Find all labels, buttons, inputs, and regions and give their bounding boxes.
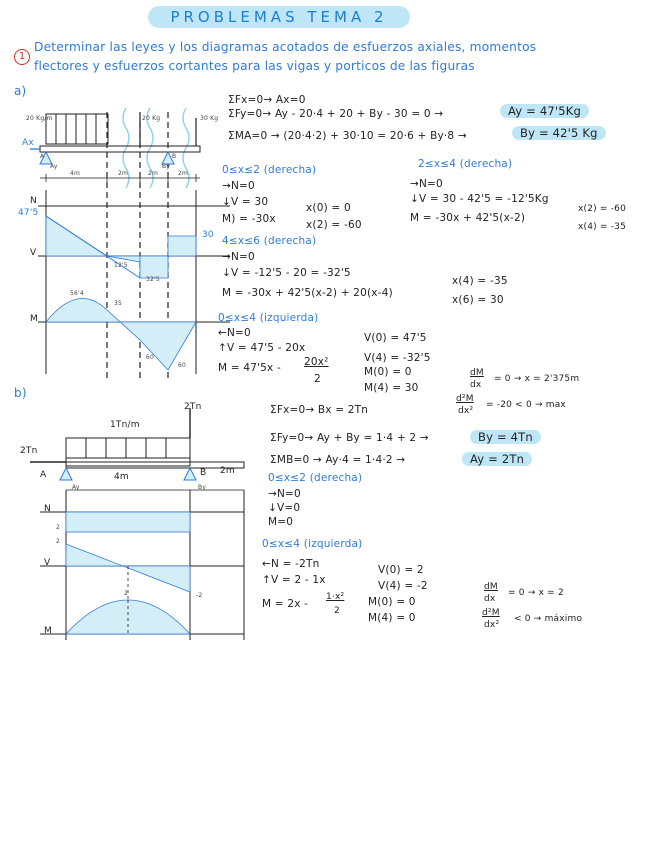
b-sec2-title: 0≤x≤4 (izquierda) <box>262 538 363 550</box>
b-sec2-m0: M(0) = 0 <box>368 596 416 608</box>
b-deriv1-den: dx <box>484 594 496 604</box>
a-deriv1-den: dx <box>470 380 482 390</box>
a-sec2-m2: x(2) = -60 <box>578 204 627 214</box>
b-n-axis: N <box>44 504 51 514</box>
b-span2: 2m <box>220 466 235 476</box>
ax-label: Ax <box>22 138 34 148</box>
b-sec1-m: M=0 <box>268 516 294 528</box>
part-a-label: a) <box>14 84 27 98</box>
problem-number: 1 <box>18 51 26 62</box>
b-m-value: 2 <box>124 590 129 597</box>
span4-label: 2m <box>178 170 189 177</box>
b-sec2-m4: M(4) = 0 <box>368 612 416 624</box>
b-sec1-title: 0≤x≤2 (derecha) <box>268 472 363 484</box>
statement-line-2: flectores y esfuerzos cortantes para las vigas y porticos de las figuras <box>34 59 475 73</box>
b-deriv1-num: dM <box>484 582 498 592</box>
b-sec2-m-den: 2 <box>334 606 340 616</box>
m-value-60: 60 <box>146 354 155 361</box>
b-deriv1-rest: = 0 → x = 2 <box>508 588 564 598</box>
b-n-value: 2 <box>56 524 61 531</box>
b-load-dist: 1Tn/m <box>110 420 140 430</box>
b-sec2-v0: V(0) = 2 <box>378 564 424 576</box>
a-sec1-v: ↓V = 30 <box>222 196 269 208</box>
ay-label: Ay <box>50 163 58 170</box>
b-by-label: By <box>198 484 207 491</box>
b-deriv2-den: dx² <box>484 620 500 630</box>
a-label: A <box>40 153 45 160</box>
a-sec4-v: ↑V = 47'5 - 20x <box>218 342 306 354</box>
b-sec2-v: ↑V = 2 - 1x <box>262 574 326 586</box>
b-load-left: 2Tn <box>20 446 38 456</box>
a-sec2-v: ↓V = 30 - 42'5 = -12'5Kg <box>410 193 549 205</box>
a-sec1-m: M) = -30x <box>222 213 276 225</box>
m-value-neg60: 60 <box>178 362 187 369</box>
a-sec4-v0: V(0) = 47'5 <box>364 332 427 344</box>
b-label: B <box>172 153 177 160</box>
a-sec2-title: 2≤x≤4 (derecha) <box>418 158 513 170</box>
a-deriv2-rest: = -20 < 0 → max <box>486 400 566 410</box>
span3-label: 2m <box>148 170 159 177</box>
a-deriv1-num: dM <box>470 368 484 378</box>
a-deriv1-rest: = 0 → x = 2'375m <box>494 374 580 384</box>
b-eq1: ΣFx=0→ Bx = 2Tn <box>270 404 369 416</box>
a-eq3: ΣMA=0 → (20·4·2) + 30·10 = 20·6 + By·8 → <box>228 130 467 142</box>
span1-label: 4m <box>70 170 81 177</box>
part-b-label: b) <box>14 386 27 400</box>
a-sec2-m: M = -30x + 42'5(x-2) <box>410 212 526 224</box>
b-sec2-v4: V(4) = -2 <box>378 580 428 592</box>
a-eq2: ΣFy=0→ Ay - 20·4 + 20 + By - 30 = 0 → <box>228 108 444 120</box>
b-b-label: B <box>200 468 207 478</box>
a-sec2-n: →N=0 <box>410 178 443 190</box>
b-eq2: ΣFy=0→ Ay + By = 1·4 + 2 → <box>270 432 429 444</box>
a-sec3-m: M = -30x + 42'5(x-2) + 20(x-4) <box>222 287 393 299</box>
b-deriv2-num: d²M <box>482 608 500 618</box>
a-sec1-n: →N=0 <box>222 180 255 192</box>
page-title: PROBLEMAS TEMA 2 <box>170 8 388 26</box>
b-load-point: 2Tn <box>184 402 202 412</box>
a-sec4-m-num: 20x² <box>304 356 329 368</box>
a-sec2-m4: x(4) = -35 <box>578 222 627 232</box>
load2-label: 20 Kg <box>142 115 161 122</box>
b-v-axis: V <box>44 558 51 568</box>
m-axis-label-a: M <box>30 314 38 324</box>
a-sec3-m6: x(6) = 30 <box>452 294 504 306</box>
statement-line-1: Determinar las leyes y los diagramas acotados de esfuerzos axiales, momentos <box>34 40 537 54</box>
a-deriv2-den: dx² <box>458 406 474 416</box>
a-sec4-m-left: M = 47'5x - <box>218 362 282 374</box>
a-sec3-m4: x(4) = -35 <box>452 275 508 287</box>
a-sec4-v4: V(4) = -32'5 <box>364 352 431 364</box>
a-sec4-m-den: 2 <box>314 373 321 385</box>
a-eq3-result: By = 42'5 Kg <box>512 126 606 140</box>
b-ay-label: Ay <box>72 484 80 491</box>
b-v-neg-value: -2 <box>196 592 203 599</box>
n-axis-label-a: N <box>30 196 37 206</box>
a-sec4-n: ←N=0 <box>218 327 251 339</box>
b-eq3: ΣMB=0 → Ay·4 = 1·4·2 → <box>270 454 406 466</box>
a-sec3-v: ↓V = -12'5 - 20 = -32'5 <box>222 267 351 279</box>
load3-label: 30 Kg <box>200 115 219 122</box>
v-axis-label-a: V <box>30 248 37 258</box>
v-value-12-5: 12'5 <box>114 262 128 269</box>
load1-label: 20 Kg/m <box>26 115 53 122</box>
span2-label: 2m <box>118 170 129 177</box>
a-eq2-result: Ay = 47'5Kg <box>500 104 589 118</box>
b-eq2-result: By = 4Tn <box>470 430 541 444</box>
a-sec4-m4: M(4) = 30 <box>364 382 419 394</box>
a-sec1-title: 0≤x≤2 (derecha) <box>222 164 317 176</box>
b-v-value: 2 <box>56 538 61 545</box>
m-value-56-4: 56'4 <box>70 290 84 297</box>
v-value-32-5: 32'5 <box>146 276 160 283</box>
b-sec2-m-left: M = 2x - <box>262 598 309 610</box>
b-sec1-v: ↓V=0 <box>268 502 301 514</box>
a-sec4-title: 0≤x≤4 (izquierda) <box>218 312 319 324</box>
b-span1: 4m <box>114 472 129 482</box>
b-m-axis: M <box>44 626 52 636</box>
b-deriv2-rest: < 0 → máximo <box>514 614 583 624</box>
b-eq3-result: Ay = 2Tn <box>462 452 532 466</box>
b-sec2-n: ←N = -2Tn <box>262 558 320 570</box>
a-sec4-m0: M(0) = 0 <box>364 366 412 378</box>
v-value-30: 30 <box>202 230 214 240</box>
b-a-label: A <box>40 470 47 480</box>
a-deriv2-num: d²M <box>456 394 474 404</box>
a-sec1-m0: x(0) = 0 <box>306 202 351 214</box>
v-value-47-5: 47'5 <box>18 208 39 218</box>
b-sec2-m-num: 1·x² <box>326 592 345 602</box>
m-value-35: 35 <box>114 300 123 307</box>
b-sec1-n: →N=0 <box>268 488 301 500</box>
a-sec3-title: 4≤x≤6 (derecha) <box>222 235 317 247</box>
a-eq1: ΣFx=0→ Ax=0 <box>228 94 306 106</box>
a-sec1-m2: x(2) = -60 <box>306 219 362 231</box>
by-label: By <box>162 163 171 170</box>
a-sec3-n: →N=0 <box>222 251 255 263</box>
